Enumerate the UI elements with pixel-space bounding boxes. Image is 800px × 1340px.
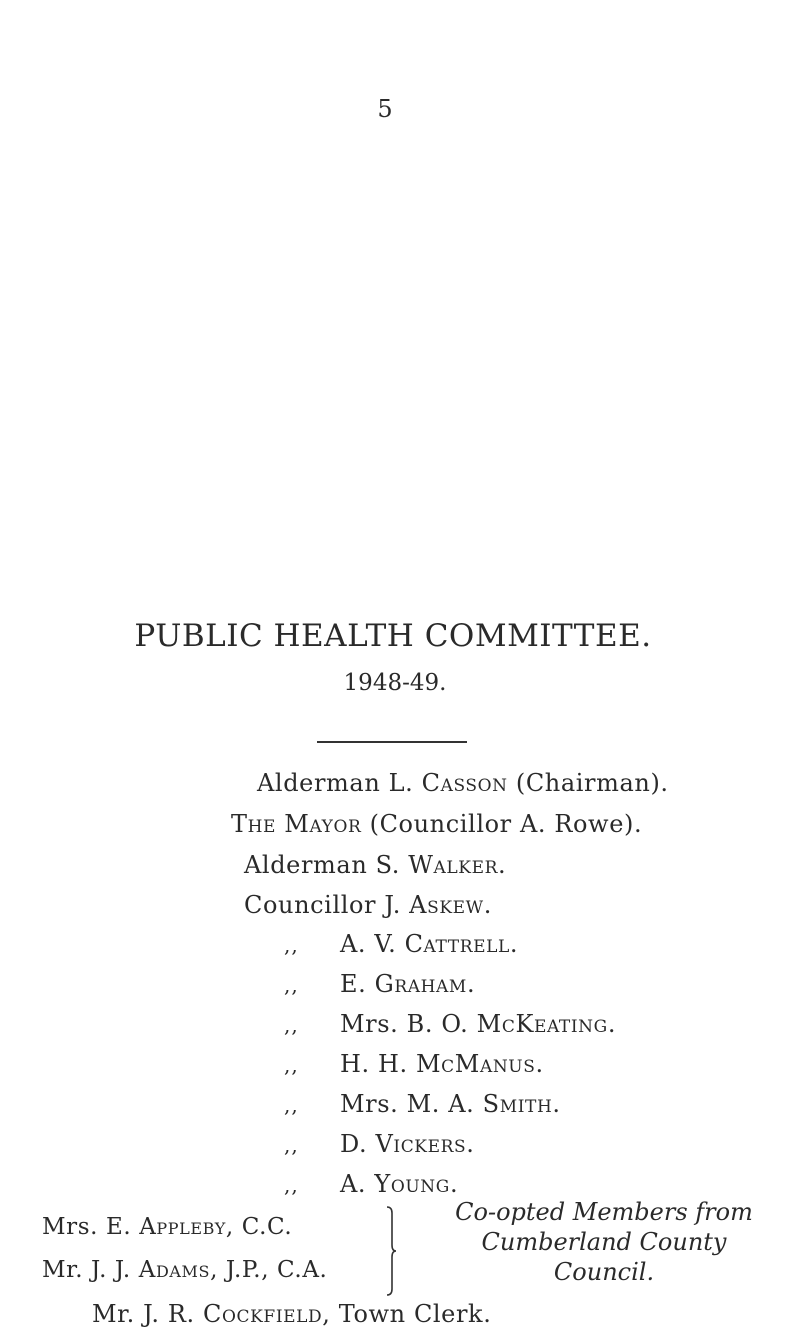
councillor-initials: H. H. — [340, 1050, 416, 1078]
coopted-member — [42, 1214, 292, 1240]
member-mayor — [231, 810, 642, 838]
member-prefix: Alderman S. — [244, 851, 409, 879]
coopted-prefix: Mrs. E. — [42, 1214, 140, 1240]
member-prefix: Alderman L. — [257, 769, 422, 797]
councillor-suffix: . — [449, 1170, 459, 1198]
councillor-suffix: . — [509, 930, 519, 958]
ditto-mark: ,, — [284, 1093, 299, 1117]
councillor-name: Young — [374, 1170, 450, 1198]
councillor-initials: Mrs. B. O. — [340, 1010, 477, 1038]
councillor-entry — [340, 1130, 475, 1158]
member-alderman-walker — [244, 851, 506, 879]
brace-icon — [384, 1205, 398, 1297]
committee-year: 1948-49. — [343, 670, 447, 696]
clerk-prefix: Mr. J. R. — [92, 1300, 204, 1328]
coopted-note-line: Cumberland County — [481, 1228, 727, 1256]
councillor-initials: D. — [340, 1130, 376, 1158]
councillor-initials: E. — [340, 970, 375, 998]
councillor-entry — [340, 1170, 458, 1198]
coopted-note-line: Council. — [553, 1258, 655, 1286]
ditto-mark: ,, — [284, 973, 299, 997]
councillor-entry — [340, 930, 518, 958]
coopted-name: Appleby — [139, 1214, 226, 1240]
councillor-suffix: . — [552, 1090, 561, 1118]
title-divider — [317, 741, 467, 743]
councillor-entry — [340, 1050, 544, 1078]
councillor-suffix: . — [466, 970, 476, 998]
member-chairman — [257, 769, 669, 797]
coopted-name: Adams — [138, 1257, 211, 1283]
ditto-mark: ,, — [284, 1173, 299, 1197]
member-name: The Mayor — [231, 810, 362, 838]
councillor-name: Vickers — [375, 1130, 467, 1158]
councillor-name: Graham — [374, 970, 467, 998]
coopted-note-line: Co-opted Members from — [455, 1198, 753, 1226]
member-name: Walker — [408, 851, 498, 879]
coopted-suffix: , C.C. — [225, 1214, 293, 1240]
councillor-name: McManus — [415, 1050, 536, 1078]
member-councillor-askew — [244, 891, 492, 919]
councillor-suffix: . — [535, 1050, 544, 1078]
councillor-entry — [340, 1010, 616, 1038]
member-suffix: . — [483, 891, 492, 919]
clerk-suffix: , Town Clerk. — [322, 1300, 492, 1328]
councillor-entry — [340, 1090, 561, 1118]
member-suffix: (Chairman). — [507, 769, 669, 797]
town-clerk — [92, 1300, 491, 1328]
member-suffix: (Councillor A. Rowe). — [361, 810, 643, 838]
page-title: PUBLIC HEALTH COMMITTEE. — [134, 618, 652, 654]
councillor-name: Cattrell — [404, 930, 510, 958]
councillor-name: McKeating — [476, 1010, 608, 1038]
ditto-mark: ,, — [284, 1013, 299, 1037]
coopted-prefix: Mr. J. J. — [42, 1257, 139, 1283]
councillor-initials: Mrs. M. A. — [340, 1090, 483, 1118]
councillor-suffix: . — [466, 1130, 475, 1158]
member-name: Askew — [409, 891, 484, 919]
coopted-member — [42, 1257, 327, 1283]
clerk-name: Cockfield — [203, 1300, 323, 1328]
councillor-entry — [340, 970, 475, 998]
coopted-suffix: , J.P., C.A. — [210, 1257, 328, 1283]
ditto-mark: ,, — [284, 1133, 299, 1157]
page-number: 5 — [377, 95, 393, 123]
councillor-suffix: . — [607, 1010, 617, 1038]
ditto-mark: ,, — [284, 1053, 299, 1077]
councillor-name: Smith — [482, 1090, 553, 1118]
ditto-mark: ,, — [284, 933, 299, 957]
member-name: Casson — [421, 769, 508, 797]
councillor-initials: A. — [340, 1170, 375, 1198]
member-prefix: Councillor J. — [244, 891, 410, 919]
councillor-initials: A. V. — [340, 930, 405, 958]
member-suffix: . — [498, 851, 507, 879]
